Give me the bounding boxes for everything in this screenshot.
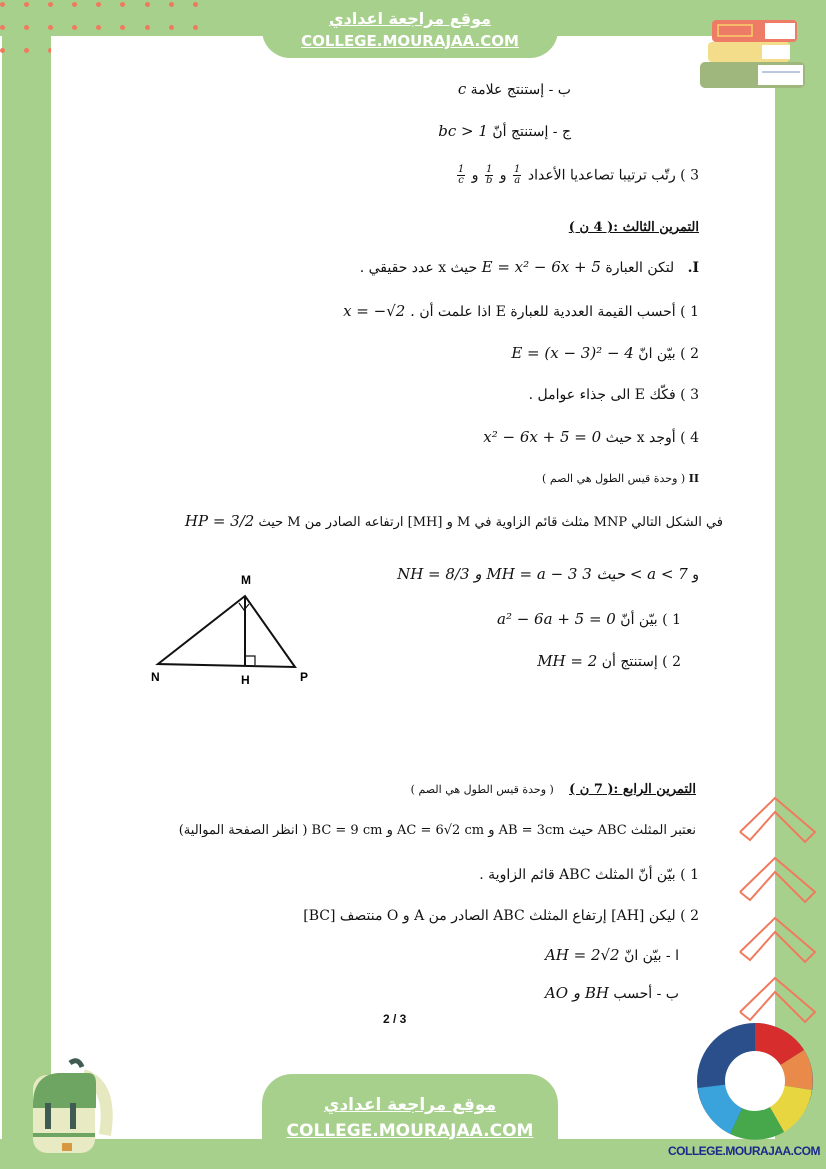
ex3-part1-label: I. <box>687 260 699 276</box>
site-logo-icon <box>694 1020 816 1142</box>
and-word: و <box>471 167 479 184</box>
q-math: x² − 6x + 5 = 0 <box>483 428 602 446</box>
q-num: 3 ) <box>680 387 699 403</box>
subq-label: ا - <box>665 948 679 964</box>
q-text: بيّن أنّ <box>620 612 658 628</box>
subq-label: ب - <box>656 986 679 1002</box>
triangle-mnp-figure <box>145 568 315 688</box>
backpack-icon <box>15 1055 115 1155</box>
ex4-subq-b <box>545 984 679 1002</box>
subq-math: AH = 2√2 <box>544 946 620 964</box>
ex4-header <box>411 782 696 797</box>
ex3-part1-intro <box>360 258 699 276</box>
ex2-b-text: إستنتج علامة <box>470 82 545 98</box>
ex2-q3-text: رتّب ترتيبا تصاعديا الأعداد <box>527 167 676 184</box>
q-num: 1 ) <box>680 304 699 320</box>
subq-math: AO و BH <box>544 984 609 1002</box>
vertex-m: M <box>241 573 251 587</box>
ex2-q3: 3 ) رتّب ترتيبا تصاعديا الأعداد $\frac{1}{a}$ و $\frac{1}{b}$ و $\frac{1}{c}$ <box>457 164 699 186</box>
ex2-q3-num: 3 ) <box>680 167 699 184</box>
statement-math: NH = 8/3 و MH = a − 3 حيث 3 < a < 7 <box>397 565 688 583</box>
q-text: فكّك E الى جذاء عوامل . <box>528 387 676 403</box>
footer-site-name[interactable]: موقع مراجعة اعدادي <box>323 1095 497 1115</box>
books-icon <box>700 10 810 90</box>
q-math: x = −√2 . <box>343 302 415 320</box>
ex3-part2-header <box>542 472 699 485</box>
ex3-q1 <box>343 302 699 320</box>
ex3-part2-label: II <box>688 472 699 485</box>
ex4-title: التمرين الرابع :( 7 ن ) <box>569 782 696 797</box>
ex2-b-math: c <box>457 80 467 98</box>
q-text: إستنتج أن <box>601 654 658 670</box>
ex3-q3 <box>529 387 699 403</box>
ex4-statement: نعتبر المثلث ABC حيث AB = 3cm و AC = 6√2 cm و BC = 9 cm ( انظر الصفحة الموالية) <box>178 823 696 838</box>
ex3-q4 <box>483 428 699 446</box>
and-word: و <box>692 567 699 583</box>
q-text: بيّن أنّ المثلث ABC قائم الزاوية . <box>479 867 676 883</box>
q-text: أوجد x حيث <box>605 430 676 446</box>
subq-text: أحسب <box>613 986 653 1002</box>
q-math: a² − 6a + 5 = 0 <box>497 610 616 628</box>
page-number: 2 / 3 <box>383 1012 407 1026</box>
ex2-b <box>458 80 571 98</box>
header-tab <box>262 0 558 58</box>
q-math: E = (x − 3)² − 4 <box>511 344 634 362</box>
and-word: و <box>499 167 507 184</box>
statement-math: HP = 3/2 <box>184 512 255 530</box>
q-num: 4 ) <box>680 430 699 446</box>
ex3-q2 <box>511 344 699 362</box>
header-site-url[interactable]: COLLEGE.MOURAJAA.COM <box>301 32 519 50</box>
ex3-part2-q2 <box>537 652 681 670</box>
ex3-title: التمرين الثالث :( 4 ن ) <box>568 220 699 235</box>
vertex-p: P <box>300 670 309 684</box>
unit-note: ( وحدة قيس الطول هي الصم ) <box>542 472 686 485</box>
footer-site-url[interactable]: COLLEGE.MOURAJAA.COM <box>286 1121 534 1141</box>
chevron-up-decoration-icon <box>735 790 820 1030</box>
header-site-name[interactable]: موقع مراجعة اعدادي <box>328 9 492 28</box>
ex4-q1 <box>479 867 699 883</box>
q-num: 2 ) <box>680 908 699 924</box>
footer-tab <box>262 1074 558 1169</box>
q-math: MH = 2 <box>537 652 598 670</box>
ex3-intro-text: لتكن العبارة <box>605 260 675 276</box>
ex3-part2-statement1 <box>185 512 723 530</box>
ex3-intro-tail: حيث x عدد حقيقي . <box>359 260 478 276</box>
ex2-j-math: bc > 1 <box>438 122 488 140</box>
logo-caption[interactable]: COLLEGE.MOURAJAA.COM <box>668 1144 820 1158</box>
ex2-b-label: ب - <box>548 82 571 98</box>
q-text: ليكن [AH] إرتفاع المثلث ABC الصادر من A و O منتصف [BC] <box>303 908 676 924</box>
q-num: 2 ) <box>680 346 699 362</box>
statement-text: في الشكل التالي MNP مثلث قائم الزاوية في M و [MH] ارتفاعه الصادر من M حيث <box>258 515 723 530</box>
ex2-j-text: إستنتج أنّ <box>492 124 549 140</box>
vertex-h: H <box>241 673 250 687</box>
ex3-intro-math: E = x² − 6x + 5 <box>481 258 601 276</box>
ex3-part2-statement2 <box>397 565 699 583</box>
q-num: 2 ) <box>662 654 681 670</box>
ex3-part2-q1 <box>497 610 681 628</box>
ex4-q2 <box>303 908 699 924</box>
q-text: بيّن انّ <box>638 346 676 362</box>
ex2-j-label: ج - <box>552 124 571 140</box>
ex4-subq-a <box>545 946 679 964</box>
unit-note: ( وحدة قيس الطول هي الصم ) <box>410 783 554 796</box>
q-text: أحسب القيمة العددية للعبارة E اذا علمت أن <box>419 304 676 320</box>
subq-text: بيّن انّ <box>624 948 662 964</box>
ex2-j <box>438 122 571 140</box>
q-num: 1 ) <box>662 612 681 628</box>
q-num: 1 ) <box>680 867 699 883</box>
frame-left <box>2 0 51 1169</box>
vertex-n: N <box>151 670 160 684</box>
